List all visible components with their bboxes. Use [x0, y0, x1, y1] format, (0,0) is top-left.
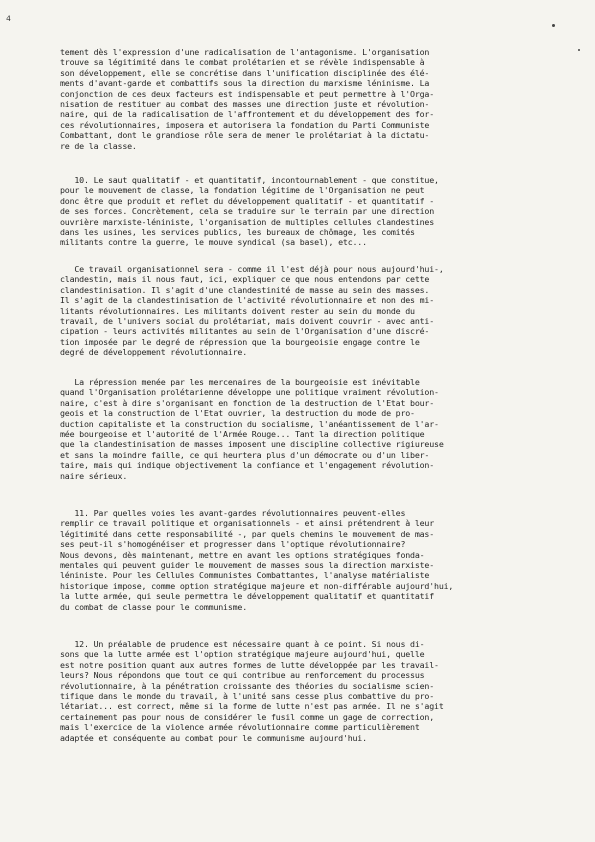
text-line: nisation de restituer au combat des masses une direction juste et révolution-: [60, 99, 430, 110]
text-line: clandestin, mais il nous faut, ici, expliquer ce que nous entendons par cette: [60, 274, 430, 285]
page-number: 4: [6, 15, 11, 24]
text-line: ses peut-il s'homogénéiser et progresser dans l'optique révolutionnaire?: [60, 539, 406, 550]
text-line: de ses forces. Concrètement, cela se traduire sur le terrain par une direction: [60, 206, 435, 217]
text-line: létariat... est correct, même si la forme de lutte n'est pas armée. Il ne s'agit: [60, 701, 444, 712]
text-line: est notre position quant aux autres formes de lutte développée par les travail-: [60, 659, 439, 670]
text-line: leurs? Nous répondons que tout ce qui contribue au renforcement du processus: [60, 670, 425, 681]
text-line: sons que la lutte armée est l'option stratégique majeure aujourd'hui, quelle: [60, 649, 425, 660]
text-line: La répression menée par les mercenaires de la bourgeoisie est inévitable: [60, 377, 420, 387]
text-line: geois et la construction de l'Etat ouvrier, la destruction du mode de pro-: [60, 408, 415, 419]
text-line: tifique dans le monde du travail, à l'unité sans cesse plus combattive du pro-: [60, 691, 435, 702]
text-line: militants contre la guerre, le mouve syndical (sa basel), etc...: [60, 237, 367, 248]
text-line: Il s'agit de la clandestinisation de l'activité révolutionnaire et non des mi-: [60, 295, 435, 306]
paragraph-12: [60, 639, 572, 743]
text-line: 12. Un préalable de prudence est nécessaire quant à ce point. Si nous di-: [60, 639, 425, 649]
text-line: dans les usines, les services publics, les bureaux de chômage, les comités: [60, 227, 415, 238]
text-line: tion imposée par le degré de répression que la bourgeoisie engage contre le: [60, 336, 420, 347]
paragraph-10: [60, 175, 572, 248]
text-line: cipation - leurs activités militantes au sein de l'Organisation d'une discré-: [60, 326, 430, 337]
text-line: du combat de classe pour le communisme.: [60, 601, 248, 612]
text-line: quand l'Organisation prolétarienne développe une politique vraiment révolution-: [60, 387, 439, 398]
text-line: remplir ce travail politique et organisationnels - et ainsi prétendrent à leur: [60, 518, 435, 529]
text-line: certainement pas pour nous de considérer le fusil comme un gage de correction,: [60, 711, 435, 722]
text-line: révolutionnaire, à la pénétration croissante des théories du socialisme scien-: [60, 680, 435, 691]
text-line: mentales qui peuvent guider le mouvement de masses sous la direction marxiste-: [60, 560, 435, 571]
text-line: Ce travail organisationnel sera - comme il l'est déjà pour nous aujourd'hui-,: [60, 264, 444, 274]
text-line: léniniste. Pour les Cellules Communistes Combattantes, l'analyse matérialiste: [60, 570, 430, 581]
text-line: Combattant, dont le grandiose rôle sera de mener le prolétariat à la dictatu-: [60, 130, 430, 141]
text-line: duction capitaliste et la construction du socialisme, l'anéantissement de l'ar-: [60, 418, 439, 429]
text-line: re de la classe.: [60, 140, 137, 151]
text-line: ouvrière marxiste-léniniste, l'organisation de multiples cellules clandestines: [60, 216, 435, 227]
text-line: trouve sa légitimité dans le combat prolétarien et se révèle indispensable à: [60, 57, 425, 68]
text-line: clandestinisation. Il s'agit d'une clandestinité de masse au sein des masses.: [60, 284, 430, 295]
paragraph-clandestinity: [60, 264, 572, 358]
scan-speck: [578, 49, 580, 51]
text-line: mais l'exercice de la violence armée révolutionnaire comme particulièrement: [60, 722, 420, 733]
text-line: travail, de l'univers social du prolétariat, mais doivent couvrir - avec anti-: [60, 316, 435, 327]
text-line: naire sérieux.: [60, 470, 128, 481]
scan-speck: [552, 24, 555, 27]
text-line: ments d'avant-garde et combattifs sous la direction du marxisme léninisme. La: [60, 78, 430, 89]
text-line: donc être que produit et reflet du développement qualitatif - et quantitatif -: [60, 195, 435, 206]
text-line: 11. Par quelles voies les avant-gardes révolutionnaires peuvent-elles: [60, 508, 406, 518]
text-line: tement dès l'expression d'une radicalisation de l'antagonisme. L'organisation: [60, 47, 430, 57]
paragraph-11: [60, 508, 572, 612]
text-line: et sans la moindre faille, ce qui heurtera plus d'un démocrate ou d'un liber-: [60, 449, 430, 460]
text-line: pour le mouvement de classe, la fondation légitime de l'Organisation ne peut: [60, 185, 425, 196]
text-line: la lutte armée, qui seule permettra le développement qualitatif et quantitatif: [60, 591, 435, 602]
text-line: Nous devons, dès maintenant, mettre en avant les options stratégiques fonda-: [60, 549, 425, 560]
text-line: litants révolutionnaires. Les militants doivent rester au sein du monde du: [60, 305, 415, 316]
text-line: historique impose, comme option stratégique majeure et non-différable aujourd'hui,: [60, 580, 454, 591]
text-line: ces révolutionnaires, imposera et autorisera la fondation du Parti Communiste: [60, 119, 430, 130]
text-line: 10. Le saut qualitatif - et quantitatif, incontournablement - que constitue,: [60, 175, 439, 185]
text-line: taire, mais qui indique objectivement la confiance et l'engagement révolution-: [60, 460, 435, 471]
text-line: degré de développement révolutionnaire.: [60, 347, 248, 358]
text-line: naire, qui de la radicalisation de l'affrontement et du développement des for-: [60, 109, 435, 120]
text-line: mée bourgeoise et l'autorité de l'Armée Rouge... Tant la direction politique: [60, 429, 425, 440]
text-line: naire, c'est à dire s'organisant en fonction de la destruction de l'Etat bour-: [60, 397, 435, 408]
text-line: son développement, elle se concrétise dans l'unification disciplinée des élé-: [60, 67, 430, 78]
text-line: conjonction de ces deux facteurs est indispensable et peut permettre à l'Orga-: [60, 88, 435, 99]
paragraph-repression: [60, 377, 572, 481]
text-line: adaptée et conséquente au combat pour le communisme aujourd'hui.: [60, 732, 367, 743]
paragraph-continuation: [60, 47, 572, 151]
text-line: que la clandestinisation de masses imposent une discipline collective rigiureuse: [60, 439, 444, 450]
text-line: légitimité dans cette responsabilité -, par quels chemins le mouvement de mas-: [60, 528, 435, 539]
